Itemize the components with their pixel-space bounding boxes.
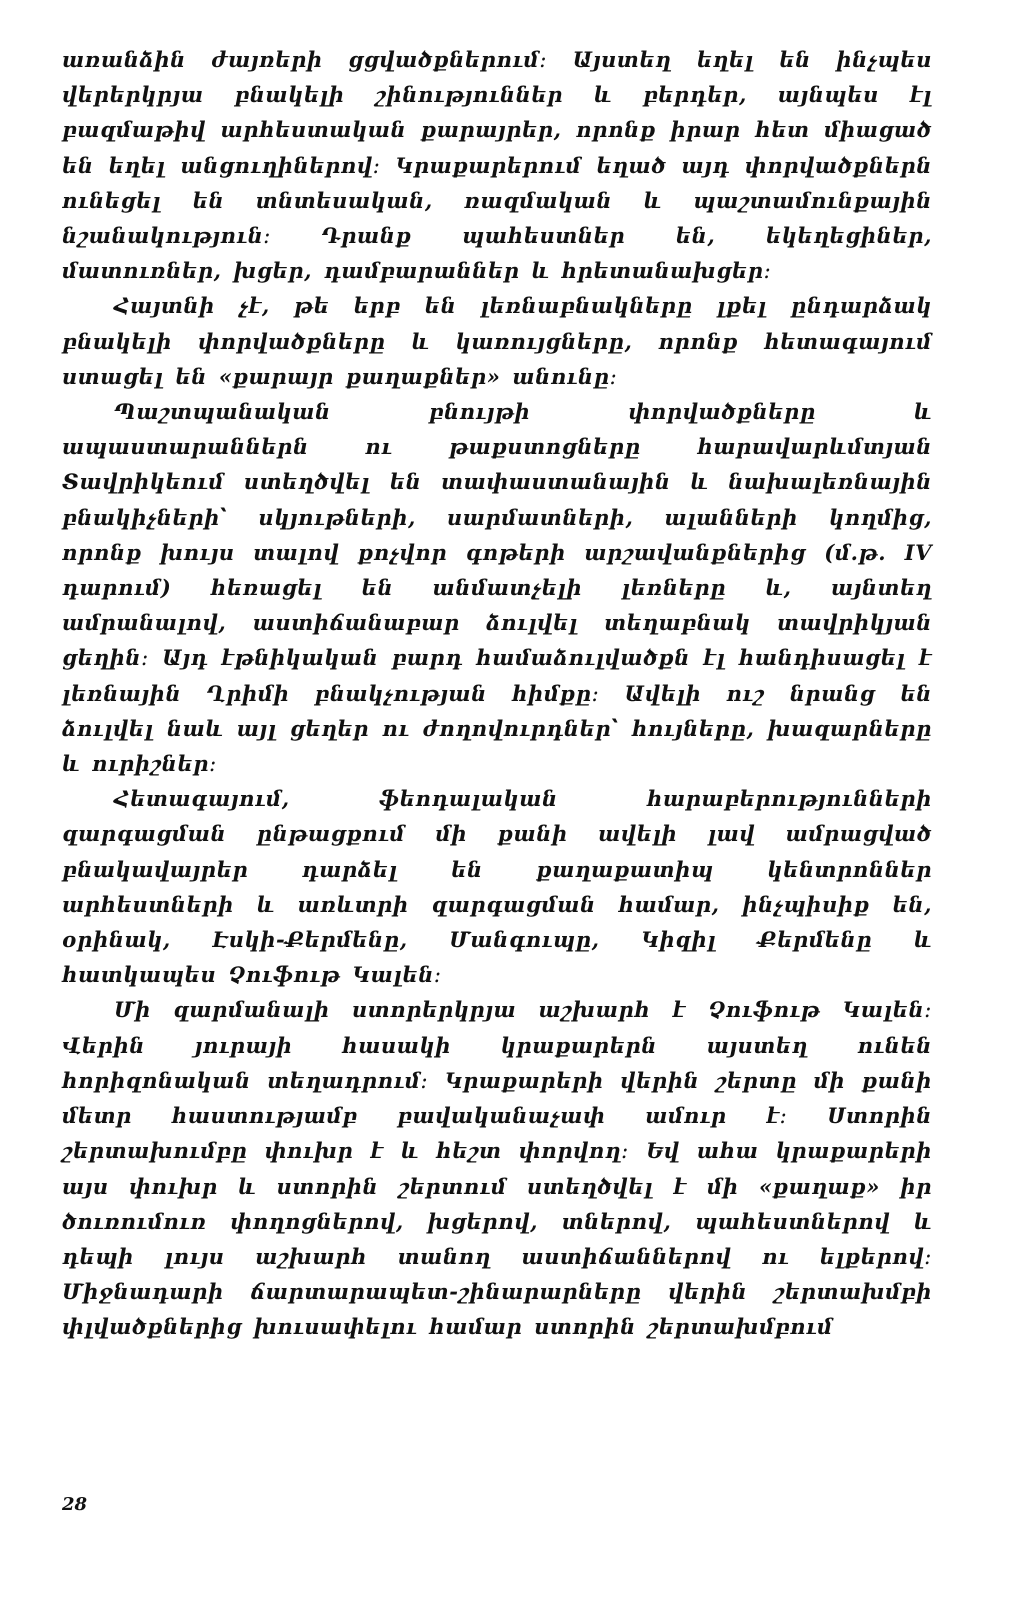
paragraph-3: Պաշտպանական բնույթի փորվածքները և ապաստարաններն ու թաքստոցները հարավարևմտյան Տավրիկեում ստեղծվել են տափաստանային և նախալեռնային բնակիչների՝ սկյութների, սարմատների, ալանների կողմից, որոնք խույս տալով քոչվոր գոթերի արշավանքներից (մ.թ. IV դարում) հեռացել են անմատչելի լեռները և, այնտեղ ամրանալով, աստիճանաբար ձուլվել տեղաբնակ տավրիկյան ցեղին։ Այդ էթնիկական բարդ համաձուլվածքն էլ հանդիսացել է լեռնային Ղրիմի բնակչության հիմքը։ Ավելի ուշ նրանց են ձուլվել նաև այլ ցեղեր ու ժողովուրդներ՝ հույները, խազարները և ուրիշներ։ [62,399,932,777]
page-number: 28 [62,1494,88,1515]
paragraph-5: Մի զարմանալի ստորերկրյա աշխարհ է Չուֆութ Կալեն։ Վերին յուրայի հասակի կրաքարերն այստեղ ունեն հորիզոնական տեղադրում։ Կրաքարերի վերին շերտը մի քանի մետր հաստությամբ բավականաչափ ամուր է։ Ստորին շերտախումբը փուխր է և հեշտ փորվող։ Եվ ահա կրաքարերի այս փուխր և ստորին շերտում ստեղծվել է մի «քաղաք» իր ծուռումուռ փողոցներով, խցերով, տներով, պահեստներով և դեպի լույս աշխարհ տանող աստիճաններով ու ելքերով։ Միջնադարի ճարտարապետ-շինարարները վերին շերտախմբի փլվածքներից խուսափելու համար ստորին շերտախմբում [62,997,932,1340]
paragraph-2: Հայտնի չէ, թե երբ են լեռնաբնակները լքել ընդարձակ բնակելի փորվածքները և կառույցները, որոնք հետագայում ստացել են «քարայր քաղաքներ» անունը։ [62,293,932,389]
page-text [62,42,932,1345]
paragraph-4: Հետագայում, ֆեոդալական հարաբերությունների զարգացման ընթացքում մի քանի ավելի լավ ամրացված բնակավայրեր դարձել են քաղաքատիպ կենտրոններ արհեստների և առևտրի զարգացման համար, ինչպիսիք են, օրինակ, Էսկի-Քերմենը, Մանգուպը, Կիզիլ Քերմենը և հատկապես Չուֆութ Կալեն։ [62,786,932,988]
paragraph-1: առանձին ժայռերի ցցվածքներում։ Այստեղ եղել են ինչպես վերերկրյա բնակելի շինություններ և բերդեր, այնպես էլ բազմաթիվ արհեստական քարայրեր, որոնք իրար հետ միացած են եղել անցուղիներով։ Կրաքարերում եղած այդ փորվածքներն ունեցել են տնտեսական, ռազմական և պաշտամունքային նշանակություն։ Դրանք պահեստներ են, եկեղեցիներ, մատուռներ, խցեր, դամբարաններ և հրետանախցեր։ [62,47,932,284]
